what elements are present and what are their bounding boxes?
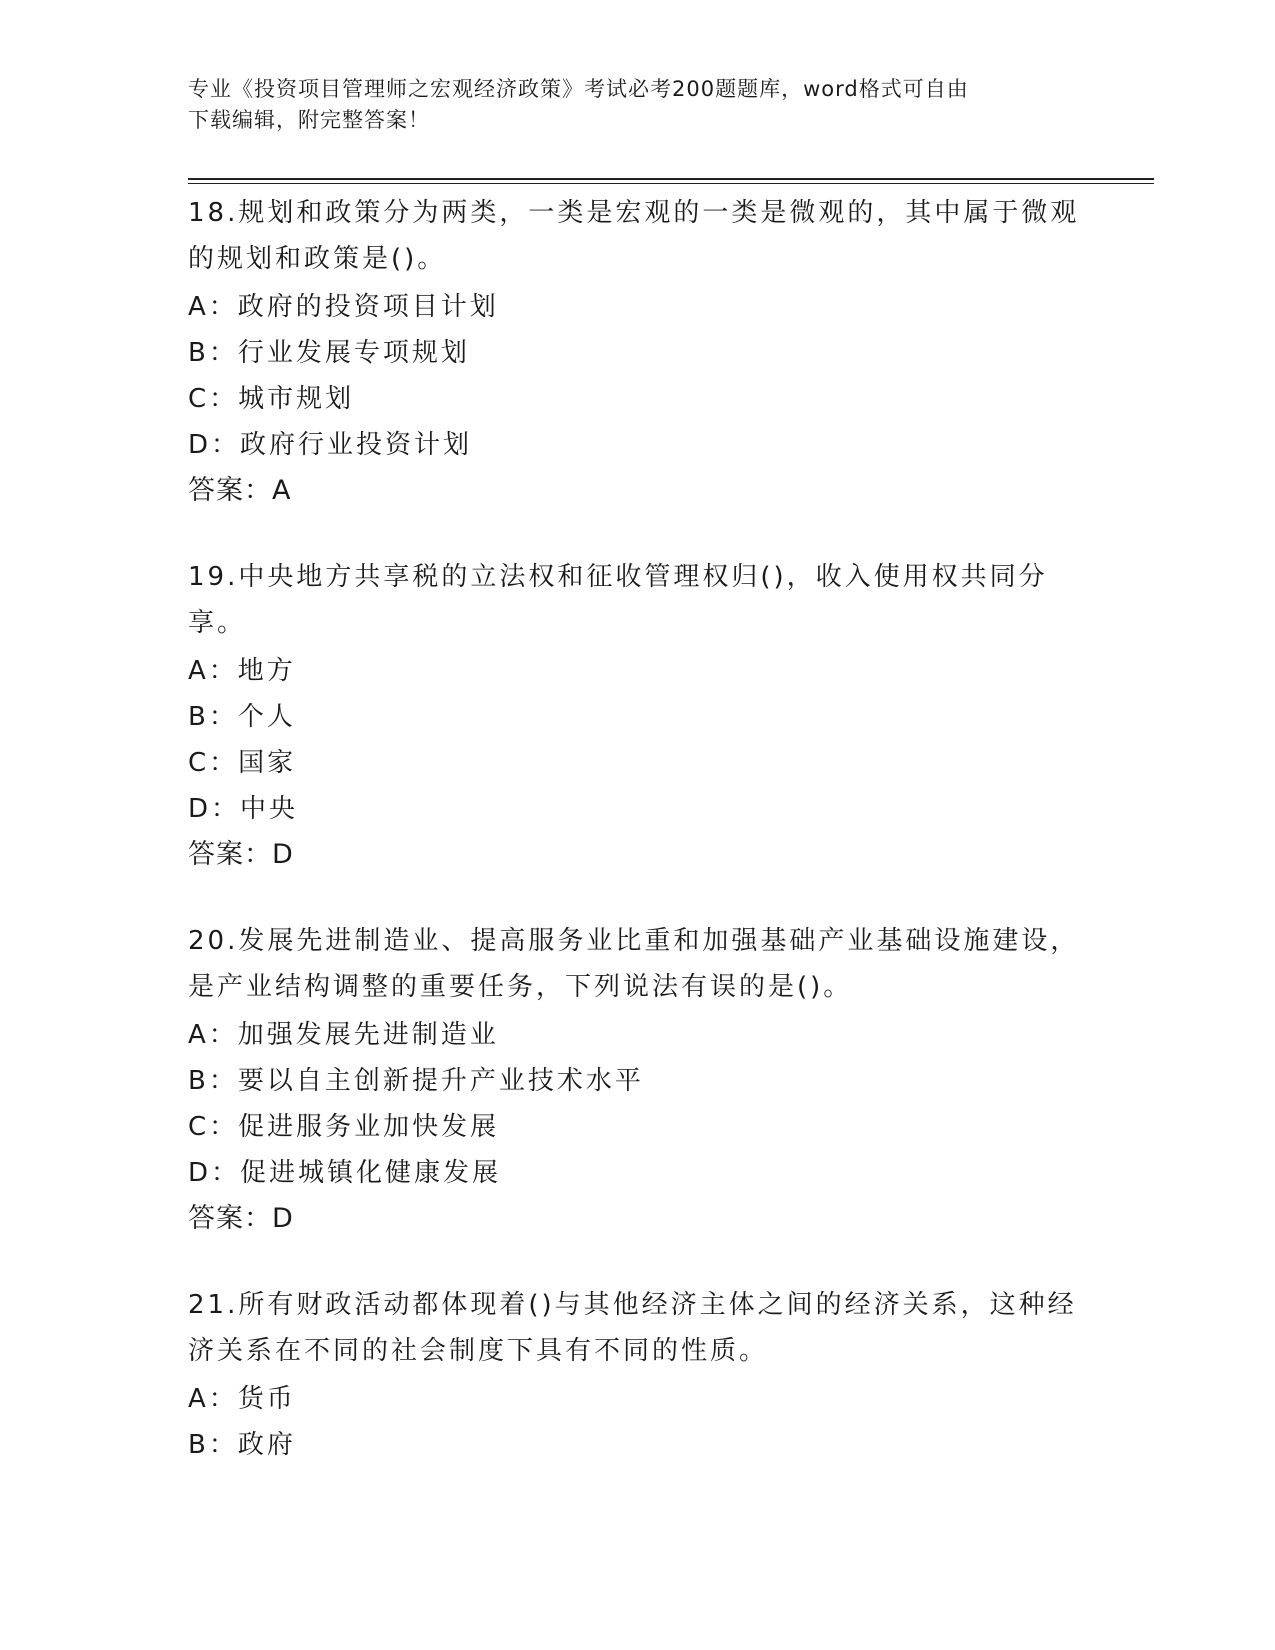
- question-stem: 19.中央地方共享税的立法权和征收管理权归()，收入使用权共同分享。: [188, 562, 1048, 638]
- question-20: [188, 918, 1088, 1242]
- answer: 答案：D: [188, 1203, 294, 1234]
- option-a: A：加强发展先进制造业: [188, 1020, 499, 1050]
- option-d: D：中央: [188, 794, 299, 824]
- option-d: D：政府行业投资计划: [188, 430, 473, 460]
- answer: 答案：A: [188, 475, 292, 506]
- option-d: D：促进城镇化健康发展: [188, 1158, 502, 1188]
- option-a: A：货币: [188, 1384, 296, 1414]
- option-a: A：政府的投资项目计划: [188, 292, 499, 322]
- option-b: B：行业发展专项规划: [188, 338, 470, 368]
- answer: 答案：D: [188, 839, 294, 870]
- question-18: [188, 190, 1088, 514]
- document-header: [188, 74, 1078, 136]
- option-b: B：政府: [188, 1430, 296, 1460]
- question-19: [188, 554, 1088, 878]
- option-b: B：个人: [188, 702, 296, 732]
- option-c: C：国家: [188, 748, 297, 778]
- option-b: B：要以自主创新提升产业技术水平: [188, 1066, 644, 1096]
- question-stem: 20.发展先进制造业、提高服务业比重和加强基础产业基础设施建设，是产业结构调整的重要任务，下列说法有误的是()。: [188, 926, 1080, 1002]
- question-list: [188, 190, 1088, 1508]
- header-divider-thin: [188, 183, 1154, 184]
- question-21: [188, 1282, 1088, 1468]
- header-divider-thick: [188, 178, 1154, 180]
- option-a: A：地方: [188, 656, 296, 686]
- header-line-1: 专业《投资项目管理师之宏观经济政策》考试必考200题题库，word格式可自由: [188, 77, 969, 101]
- question-stem: 21.所有财政活动都体现着()与其他经济主体之间的经济关系，这种经济关系在不同的社会制度下具有不同的性质。: [188, 1290, 1077, 1366]
- option-c: C：城市规划: [188, 384, 355, 414]
- question-stem: 18.规划和政策分为两类，一类是宏观的一类是微观的，其中属于微观的规划和政策是()。: [188, 198, 1080, 274]
- option-c: C：促进服务业加快发展: [188, 1112, 500, 1142]
- header-line-2: 下载编辑，附完整答案！: [188, 108, 430, 132]
